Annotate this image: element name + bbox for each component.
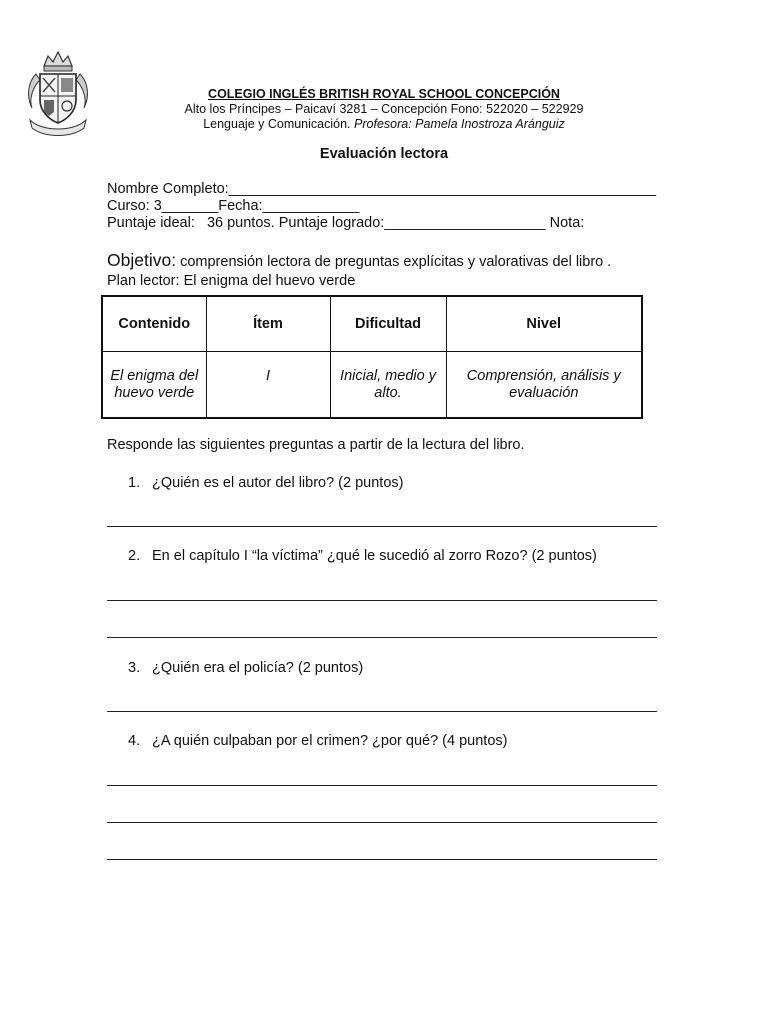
table-header-row xyxy=(102,296,642,352)
school-crest-icon xyxy=(24,48,92,140)
school-address: Alto los Príncipes – Paicaví 3281 – Concepción Fono: 522020 – 522929 xyxy=(184,102,584,116)
curso-fecha-field[interactable]: Curso: 3_______Fecha:____________ xyxy=(107,198,360,214)
header-nivel: Nivel xyxy=(446,296,642,352)
table-row xyxy=(102,352,642,419)
nombre-field[interactable]: Nombre Completo:_____________________________________________________ xyxy=(107,181,657,197)
question-number: 2. xyxy=(128,548,141,564)
teacher-name: Profesora: Pamela Inostroza Aránguiz xyxy=(354,117,565,131)
answer-line[interactable] xyxy=(107,822,657,823)
objective-text: comprensión lectora de preguntas explícitas y valorativas del libro . xyxy=(180,254,612,270)
answer-line[interactable] xyxy=(107,711,657,712)
cell-nivel: Comprensión, análisis y evaluación xyxy=(446,352,642,419)
answer-line[interactable] xyxy=(107,859,657,860)
question-number: 1. xyxy=(128,475,141,491)
question-4 xyxy=(128,733,507,749)
question-3 xyxy=(128,660,363,676)
question-text: ¿Quién es el autor del libro? (2 puntos) xyxy=(152,475,404,491)
subject-line xyxy=(110,117,658,131)
puntaje-field[interactable]: Puntaje ideal: 36 puntos. Puntaje logrado:____________________ Nota: xyxy=(107,215,585,231)
answer-line[interactable] xyxy=(107,600,657,601)
question-text: ¿A quién culpaban por el crimen? ¿por qué? (4 puntos) xyxy=(152,733,508,749)
question-text: En el capítulo I “la víctima” ¿qué le sucedió al zorro Rozo? (2 puntos) xyxy=(152,548,597,564)
subject-name: Lenguaje y Comunicación. xyxy=(203,117,351,131)
header-item: Ítem xyxy=(206,296,330,352)
question-number: 3. xyxy=(128,660,141,676)
answer-line[interactable] xyxy=(107,785,657,786)
cell-item: I xyxy=(206,352,330,419)
question-1 xyxy=(128,475,403,491)
answer-line[interactable] xyxy=(107,526,657,527)
header-contenido: Contenido xyxy=(102,296,206,352)
cell-contenido: El enigma del huevo verde xyxy=(102,352,206,419)
answer-line[interactable] xyxy=(107,637,657,638)
question-2 xyxy=(128,548,597,564)
evaluation-table xyxy=(101,295,643,419)
reading-plan: Plan lector: El enigma del huevo verde xyxy=(107,273,356,289)
cell-dificultad: Inicial, medio y alto. xyxy=(330,352,446,419)
school-name: COLEGIO INGLÉS BRITISH ROYAL SCHOOL CONCEPCIÓN xyxy=(208,87,560,101)
objective xyxy=(107,250,611,271)
page-title: Evaluación lectora xyxy=(319,146,449,162)
header-dificultad: Dificultad xyxy=(330,296,446,352)
question-number: 4. xyxy=(128,733,141,749)
objective-label: Objetivo: xyxy=(107,250,177,270)
instructions: Responde las siguientes preguntas a partir de la lectura del libro. xyxy=(107,437,525,453)
question-text: ¿Quién era el policía? (2 puntos) xyxy=(152,660,364,676)
